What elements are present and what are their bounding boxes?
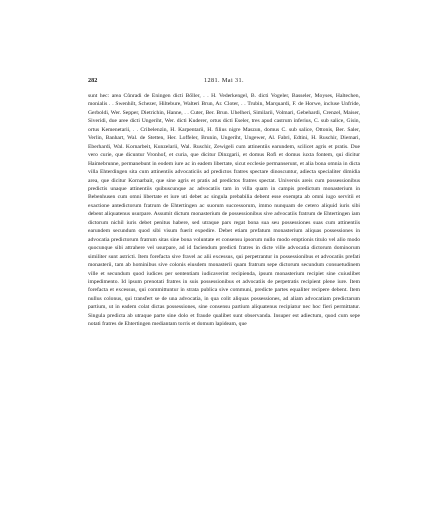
running-head: 1281. Mai 31. [204,77,244,84]
body-paragraph: sunt hec: area Cůnradi de Eningen dicti Bőller, . . H. Vederkengel, B. dicti Vogeler, Basseler, Moyses, Haltechen, monialis . . Swenhilt, Schezer, Hiltebure, Walteri Brun, Ar. Cloter, . . Trubin, Marquardi, F. de Horwe, inclusе Unfride, Gerboldi, Wer. Sepper, Dietrichin, Hanne, . . Cuter, Ber. Brun. Uhelheri, Similarii, Volmari, Gebehardi, Crenzel, Maiser, Siveridi, due aree dicti Ungeriht, Wer. dicti Kuderer, ortus dicti Eseler, tres apud castrum inferius, C. sub salice, Gisin, ortus Kemenetarii, . . Cribelenzin, H. Karpentarii, H. filius nigre Maszun, domus C. sub salice, Ottonis, Ber. Saler, Verlin, Banhart, Wal. de Stetten, Her. Loffeler, Brunin, Ungeriht, Ungewer, Al. Fabri, Edtini, H. Ruschir, Diemari, Eberhardi, Wal. Kornarbeit, Kunzelarii, Wal. Ruschir, Zewigeli cum attinentiis earundem, scilicet agris et pratis. Due vero curie, que dicuntur Vronhof, et curia, que dicitur Dinzgarii, et domus Rofi et domus iuxta fontem, qui dicitur Haimebrunne, permanebunt in eodem iure ac in eadem libertate, sicut ecclesie permanserunt, et alia bona omnia in dicta villa Ehterdingen sita cum attinentiis advocaticiis ad predictos fratres spectare dinoscuntur, adiecta specialiter dimidia area, que dicitur Kornarbait, que sine agris et pratis ad predictos fratres spectat. Universis areis cum possessionibus predictis unaque attinentiis quibuscunque ac advocatiis tam in villa quam in campis predictum monasterium in Bebenhusen cum omni libertate et iure uti debet ac singula prebabilia debent esse exempta ab omni iugo servitii et exactione antedictorum fratrum de Ehtertingen ac suorum successorum, immo nunquam de cetero aliquid iuris sibi debent aliquatenus usurpare. Assumit dictum monasterium de possessionibus sive advocatiis fratrum de Ehtertingen iam dictorum nichil iuris debet penitus habere, sed utraque pars regat bona sua seu possessiones suas cum attinentiis earundem secundum quod sibi visum fuerit expedire. Debet etiam prefatum monasterium aliquas possessiones in advocatia predictorum fratrum sitas sine bona voluntate et consensu ipsorum nullo modo emptionis titulo vel alio modo quocunque sibi attrahere vel usurpare, ad id faciendum predicti fratres in dicte ville advocatia dictorum dominorum similiter sunt astricti. Item forefacta sive fravel ac alii excessus, qui perpetrantur in possessionibus et advocatiis prefati monasterii, tam ab hominibus sive colonis eiusdem monasterii quam fratrum sepe dictorum secundum consuetudinem ville et secundum quod iudices per sententiam iudicaverint recipienda, ipsum monasterium recipiet sine cuiuslibet impedimento. Id ipsum prenotati fratres in suis possessionibus et advocatiis de perpetratis recipient plene iure. Item forefacta et excessus, qui committuntur in strata publica sive communi, predicte partes equaliter recipere debent. Item nullus colonus, qui transfert se de una advocatia, in qua colit aliquas possessiones, ad aliam advocatiam predictarum partium, ut in eadem colat dictas possessiones, sine consensu partium aliquatenus recipiatur nec hoc fieri permittatur. Singula predicta ab utraque parte sine dolo et fraude qualibet sunt observanda. Insuper est adiectum, quod cum sepe notati fratres de Ehtertingen mediantam torris et domum lapideam, que [88,93,360,328]
page-number: 282 [88,77,98,84]
page-header [88,76,360,86]
